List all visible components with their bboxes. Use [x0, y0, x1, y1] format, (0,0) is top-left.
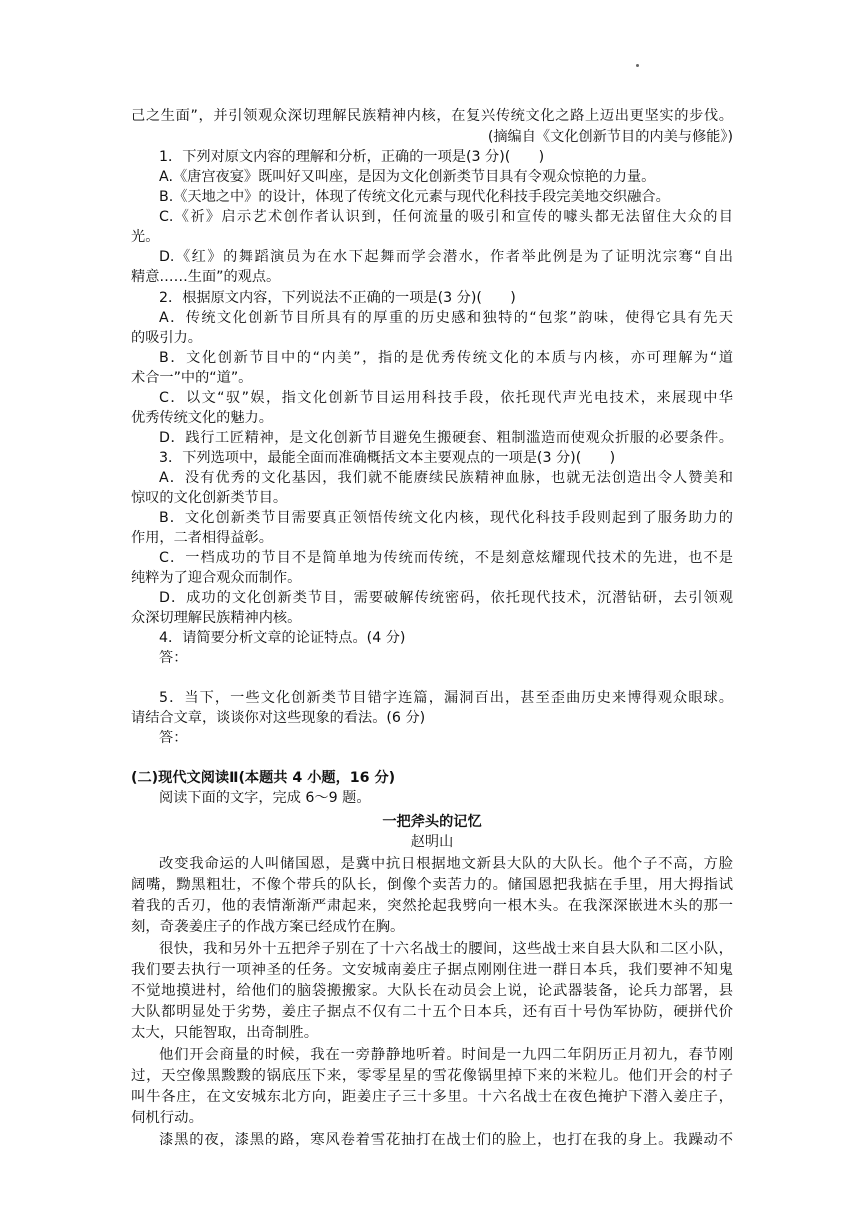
question-2-option-c: C．以文“驭”娱，指文化创新节目运用科技手段，依托现代声光电技术，来展现中华 — [159, 390, 733, 406]
story-paragraph-line: 着我的舌刃，他的表情渐渐严肃起来，突然抡起我劈向一根木头。在我深深嵌进木头的那一 — [131, 898, 733, 914]
story-paragraph-line: 漆黑的夜，漆黑的路，寒风卷着雪花抽打在战士们的脸上，也打在我的身上。我躁动不 — [159, 1132, 733, 1148]
story-author: 赵明山 — [410, 834, 454, 850]
question-3-option-d-cont: 众深切理解民族精神内核。 — [131, 610, 302, 626]
question-2-option-b: B．文化创新节目中的“内美”，指的是优秀传统文化的本质与内核，亦可理解为“道 — [159, 350, 733, 366]
question-3-option-d: D．成功的文化创新类节目，需要破解传统密码，依托现代技术，沉潜钻研，去引领观 — [159, 590, 733, 606]
question-4-stem: 4．请简要分析文章的论证特点。(4 分) — [159, 630, 406, 646]
story-paragraph-line: 不觉地摸进村，给他们的脑袋搬搬家。大队长在动员会上说，论武器装备，论兵力部署，县 — [131, 983, 733, 999]
question-2-stem: 2．根据原文内容，下列说法不正确的一项是(3 分)( ) — [159, 290, 516, 306]
story-paragraph-line: 大队都明显处于劣势，姜庄子据点不仅有二十五个日本兵，还有百十号伪军协防，硬拼代价 — [131, 1004, 733, 1020]
question-2-option-a: A．传统文化创新节目所具有的厚重的历史感和独特的“包浆”韵味，使得它具有先天 — [159, 310, 733, 326]
question-2-option-c-cont: 优秀传统文化的魅力。 — [131, 410, 273, 426]
question-3-option-c-cont: 纯粹为了迎合观众而制作。 — [131, 570, 302, 586]
question-2-option-a-cont: 的吸引力。 — [131, 330, 202, 346]
question-3-option-a: A．没有优秀的文化基因，我们就不能赓续民族精神血脉，也就无法创造出令人赞美和 — [159, 470, 733, 486]
question-1-stem: 1．下列对原文内容的理解和分析，正确的一项是(3 分)( ) — [159, 149, 545, 165]
question-1-option-d: D.《红》的舞蹈演员为在水下起舞而学会潜水，作者举此例是为了证明沈宗骞“自出 — [159, 249, 733, 265]
section-2-instruction: 阅读下面的文字，完成 6～9 题。 — [159, 790, 371, 806]
question-5-stem: 5．当下，一些文化创新类节目错字连篇，漏洞百出，甚至歪曲历史来博得观众眼球。 — [159, 690, 733, 706]
question-1-option-b: B.《天地之中》的设计，体现了传统文化元素与现代化科技手段完美地交织融合。 — [159, 189, 670, 205]
question-3-stem: 3．下列选项中，最能全面而准确概括文本主要观点的一项是(3 分)( ) — [159, 450, 616, 466]
section-2-header: (二)现代文阅读Ⅱ(本题共 4 小题，16 分) — [131, 770, 396, 786]
question-3-option-a-cont: 惊叹的文化创新类节目。 — [131, 490, 288, 506]
question-5-stem-cont: 请结合文章，谈谈你对这些现象的看法。(6 分) — [131, 710, 426, 726]
question-2-option-d: D．践行工匠精神，是文化创新节目避免生搬硬套、粗制滥造而使观众折服的必要条件。 — [159, 430, 733, 446]
question-3-option-b-cont: 作用，二者相得益彰。 — [131, 530, 273, 546]
paragraph-line: 己之生面”，并引领观众深切理解民族精神内核，在复兴传统文化之路上迈出更坚实的步伐。 — [131, 108, 733, 124]
question-1-option-d-cont: 精意……生面”的观点。 — [131, 269, 281, 285]
story-paragraph-line: 伺机行动。 — [131, 1110, 203, 1126]
question-1-option-c: C.《祈》启示艺术创作者认识到，任何流量的吸引和宣传的噱头都无法留住大众的目 — [159, 209, 733, 225]
question-1-option-a: A.《唐宫夜宴》既叫好又叫座，是因为文化创新类节目具有令观众惊艳的力量。 — [159, 169, 656, 185]
question-3-option-b: B．文化创新类节目需要真正领悟传统文化内核，现代化科技手段则起到了服务助力的 — [159, 510, 733, 526]
story-paragraph-line: 刻，奇袭姜庄子的作战方案已经成竹在胸。 — [131, 919, 405, 935]
story-paragraph-line: 改变我命运的人叫储国恩，是冀中抗日根据地文新县大队的大队长。他个子不高，方脸 — [159, 856, 733, 872]
story-paragraph-line: 阔嘴，黝黑粗壮，不像个带兵的队长，倒像个卖苦力的。储国恩把我掂在手里，用大拇指试 — [131, 877, 733, 893]
question-3-option-c: C．一档成功的节目不是简单地为传统而传统，不是刻意炫耀现代技术的先进，也不是 — [159, 550, 733, 566]
story-paragraph-line: 叫牛各庄，在文安城东北方向，距姜庄子三十多里。十六名战士在夜色掩护下潜入姜庄子， — [131, 1089, 733, 1105]
question-2-option-b-cont: 术合一”中的“道”。 — [131, 370, 253, 386]
question-4-answer-label: 答： — [159, 650, 188, 666]
story-paragraph-line: 他们开会商量的时候，我在一旁静静地听着。时间是一九四二年阴历正月初九，春节刚 — [159, 1047, 733, 1063]
story-paragraph-line: 太大，只能智取，出奇制胜。 — [131, 1025, 319, 1041]
story-title: 一把斧头的记忆 — [382, 814, 482, 830]
question-5-answer-label: 答： — [159, 730, 188, 746]
story-paragraph-line: 我们要去执行一项神圣的任务。文安城南姜庄子据点刚刚住进一群日本兵，我们要神不知鬼 — [131, 962, 733, 978]
story-paragraph-line: 过，天空像黑黢黢的锅底压下来，零零星星的雪花像锅里掉下来的米粒儿。他们开会的村子 — [131, 1068, 733, 1084]
source-citation: (摘编自《文化创新节目的内美与修能》) — [487, 129, 733, 145]
question-1-option-c-cont: 光。 — [131, 229, 160, 245]
story-paragraph-line: 很快，我和另外十五把斧子别在了十六名战士的腰间，这些战士来自县大队和二区小队， — [159, 941, 733, 957]
page-marker-dot — [636, 64, 639, 67]
